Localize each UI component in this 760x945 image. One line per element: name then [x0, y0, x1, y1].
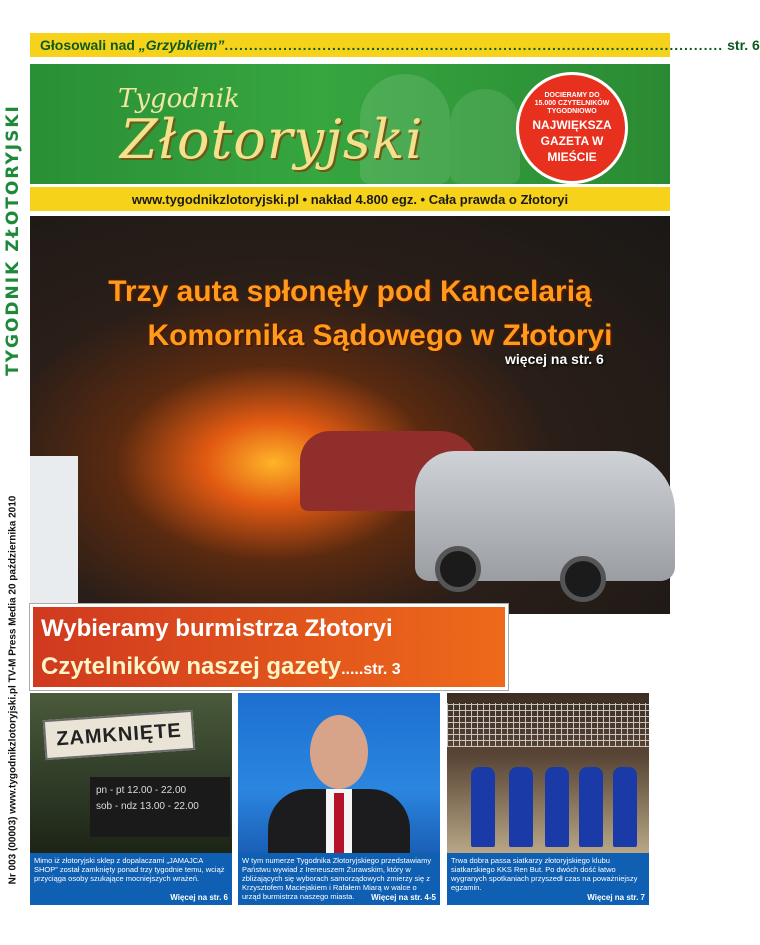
- volleyball-photo: [447, 693, 649, 853]
- hours-line: pn - pt 12.00 - 22.00: [96, 785, 187, 796]
- volleyball-net: [447, 703, 649, 747]
- badge-big-line: NAJWIĘKSZA: [532, 118, 612, 132]
- election-banner[interactable]: [30, 604, 508, 690]
- player-shape: [509, 767, 533, 847]
- hero-headline[interactable]: [30, 270, 670, 358]
- side-masthead-text: TYGODNIK ZŁOTORYJSKI: [3, 104, 23, 376]
- story-caption-text: Mimo iż złotoryjski sklep z dopalaczami „JAMAJCA SHOP” został zamknięty ponad trzy tygodnie temu, wciąż przyciąga osoby szukające mocniejszych wrażeń.: [34, 856, 225, 883]
- side-issue-info-text: Nr 003 (00003) www.tygodnikzlotoryjski.pl TV-M Press Media 20 października 2010: [7, 495, 19, 885]
- info-bar-text: www.tygodnikzlotoryjski.pl • nakład 4.800 egz. • Cała prawda o Złotoryi: [131, 191, 569, 207]
- story-more-link[interactable]: Więcej na str. 4-5: [371, 893, 436, 902]
- story-panel-interview[interactable]: [238, 693, 440, 905]
- wheel-shape: [435, 546, 481, 592]
- badge-line: DOCIERAMY DO: [544, 92, 600, 99]
- candidate-portrait: [238, 693, 440, 853]
- hero-more-link[interactable]: więcej na str. 6: [505, 351, 604, 367]
- badge-big-line: GAZETA W: [540, 134, 604, 148]
- side-masthead: [0, 40, 26, 440]
- closed-sign: ZAMKNIĘTE: [43, 710, 195, 760]
- head-shape: [310, 715, 368, 789]
- badge-big-line: MIEŚCIE: [547, 150, 597, 164]
- player-shape: [613, 767, 637, 847]
- election-page-ref: .....str. 3: [341, 661, 401, 678]
- fire-truck-shape: [30, 456, 78, 616]
- story-caption-text: W tym numerze Tygodnika Złotoryjskiego przedstawiamy Państwu wywiad z Ireneuszem Żurawskim, który w zbliżających się wyborach samorządowych zmierzy się z Krzysztofem Maciejakiem i Rafałem Miarą w walce o urząd burmistrza naszego miasta.: [242, 856, 432, 901]
- top-teaser-page: str. 6: [727, 37, 760, 53]
- closed-shop-photo: [30, 693, 232, 853]
- badge-line: TYGODNIOWO: [547, 108, 597, 115]
- player-shape: [471, 767, 495, 847]
- masthead: [30, 64, 670, 184]
- story-more-link[interactable]: Więcej na str. 6: [170, 893, 228, 902]
- hero-headline-line1: Trzy auta spłonęły pod Kancelarią: [108, 275, 592, 308]
- circulation-badge: [516, 72, 628, 184]
- election-line2: Czytelników naszej gazety.....str. 3: [41, 653, 401, 680]
- masthead-small-title: Tygodnik: [118, 84, 240, 114]
- masthead-logo-title: Złotoryjski: [120, 108, 424, 171]
- top-teaser-dots: ......................................................................................................: [224, 37, 724, 53]
- opening-hours-board: [90, 777, 230, 837]
- story-panel-closed-shop[interactable]: [30, 693, 232, 905]
- story-panel-volleyball[interactable]: [447, 693, 649, 905]
- wheel-shape: [560, 556, 606, 602]
- top-teaser-bar[interactable]: [30, 33, 760, 57]
- story-more-link[interactable]: Więcej na str. 7: [587, 893, 645, 902]
- player-shape: [545, 767, 569, 847]
- side-issue-info: [0, 440, 26, 940]
- election-line1: Wybieramy burmistrza Złotoryi: [41, 615, 393, 642]
- hours-line: sob - ndz 13.00 - 22.00: [96, 801, 199, 812]
- story-caption-text: Trwa dobra passa siatkarzy złotoryjskiego klubu siatkarskiego KKS Ren But. Po dwóch dość łatwo wygranych spotkaniach przyszedł czas na poważniejszy egzamin.: [451, 856, 638, 892]
- hero-headline-line2: Komornika Sądowego w Złotoryi: [147, 319, 613, 352]
- masthead-decoration: [450, 89, 520, 184]
- tie-shape: [334, 793, 344, 853]
- top-teaser-title: Głosowali nad „Grzybkiem”: [40, 37, 225, 53]
- info-bar: [30, 187, 670, 211]
- player-shape: [579, 767, 603, 847]
- badge-line: 15.000 CZYTELNIKÓW: [534, 100, 610, 107]
